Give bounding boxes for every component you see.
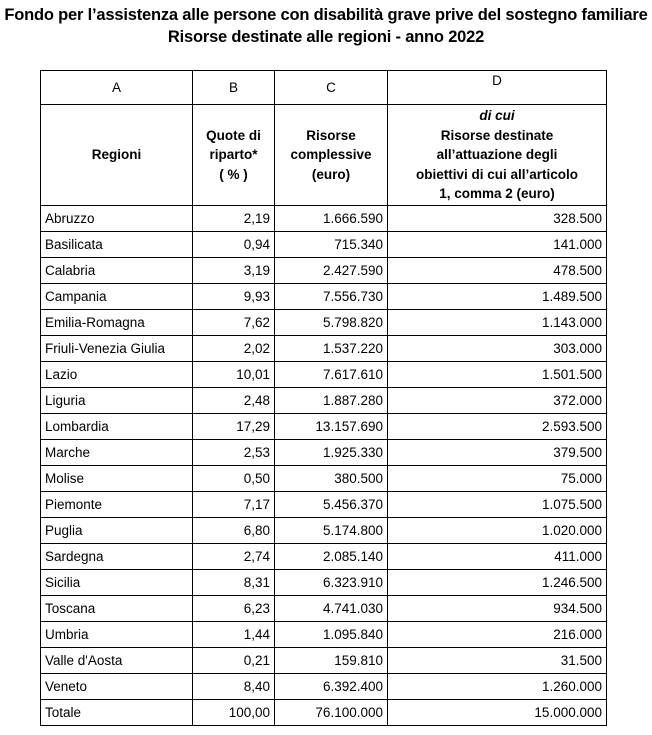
cell-risorse: 1.537.220	[275, 336, 388, 362]
cell-di-cui: 75.000	[388, 466, 607, 492]
cell-risorse: 1.887.280	[275, 388, 388, 414]
cell-quota: 8,31	[193, 570, 275, 596]
cell-region: Piemonte	[41, 492, 193, 518]
column-letter-c: C	[275, 71, 388, 105]
table-row	[41, 232, 607, 258]
cell-region: Sicilia	[41, 570, 193, 596]
cell-risorse: 6.323.910	[275, 570, 388, 596]
header-di-cui-line: Risorse destinate	[440, 127, 554, 143]
cell-quota: 8,40	[193, 674, 275, 700]
header-risorse-complessive	[275, 105, 388, 206]
cell-region: Basilicata	[41, 232, 193, 258]
document-title	[0, 4, 652, 48]
table-row	[41, 362, 607, 388]
cell-risorse: 5.798.820	[275, 310, 388, 336]
cell-risorse: 13.157.690	[275, 414, 388, 440]
cell-risorse: 1.095.840	[275, 622, 388, 648]
cell-region: Marche	[41, 440, 193, 466]
cell-region: Abruzzo	[41, 206, 193, 232]
cell-di-cui: 328.500	[388, 206, 607, 232]
cell-region: Liguria	[41, 388, 193, 414]
cell-quota: 6,80	[193, 518, 275, 544]
title-line-2: Risorse destinate alle regioni - anno 2022	[167, 28, 485, 46]
header-di-cui-line: obiettivi di cui all’articolo	[415, 166, 579, 182]
cell-region: Valle d'Aosta	[41, 648, 193, 674]
cell-di-cui: 1.501.500	[388, 362, 607, 388]
column-headers-row	[41, 105, 607, 206]
cell-quota: 7,62	[193, 310, 275, 336]
cell-quota: 100,00	[193, 700, 275, 726]
cell-risorse: 6.392.400	[275, 674, 388, 700]
cell-di-cui: 1.260.000	[388, 674, 607, 700]
table-row	[41, 622, 607, 648]
cell-region: Sardegna	[41, 544, 193, 570]
cell-di-cui: 379.500	[388, 440, 607, 466]
header-di-cui-italic: di cui	[479, 108, 515, 124]
table-row	[41, 414, 607, 440]
cell-region: Lombardia	[41, 414, 193, 440]
cell-risorse: 7.617.610	[275, 362, 388, 388]
cell-di-cui: 216.000	[388, 622, 607, 648]
cell-region: Molise	[41, 466, 193, 492]
cell-risorse: 76.100.000	[275, 700, 388, 726]
cell-risorse: 2.085.140	[275, 544, 388, 570]
cell-quota: 6,23	[193, 596, 275, 622]
cell-quota: 17,29	[193, 414, 275, 440]
cell-region: Friuli-Venezia Giulia	[41, 336, 193, 362]
cell-quota: 7,17	[193, 492, 275, 518]
table-row	[41, 440, 607, 466]
header-di-cui-line: all’attuazione degli	[436, 147, 558, 163]
cell-region: Totale	[41, 700, 193, 726]
cell-quota: 2,48	[193, 388, 275, 414]
cell-quota: 0,21	[193, 648, 275, 674]
column-letters-row	[41, 71, 607, 105]
table-row	[41, 206, 607, 232]
header-risorse-line: (euro)	[311, 166, 351, 182]
cell-quota: 9,93	[193, 284, 275, 310]
cell-di-cui: 1.143.000	[388, 310, 607, 336]
cell-di-cui: 15.000.000	[388, 700, 607, 726]
header-quote-line: Quote di	[206, 127, 261, 143]
column-letter-a: A	[41, 71, 193, 105]
cell-quota: 2,53	[193, 440, 275, 466]
cell-di-cui: 411.000	[388, 544, 607, 570]
cell-region: Toscana	[41, 596, 193, 622]
header-quote	[193, 105, 275, 206]
cell-di-cui: 141.000	[388, 232, 607, 258]
cell-quota: 1,44	[193, 622, 275, 648]
cell-di-cui: 31.500	[388, 648, 607, 674]
header-di-cui-line: 1, comma 2 (euro)	[439, 186, 555, 202]
table-row	[41, 466, 607, 492]
header-risorse-line: Risorse	[306, 127, 356, 143]
column-letter-b: B	[193, 71, 275, 105]
cell-quota: 2,19	[193, 206, 275, 232]
table-row	[41, 258, 607, 284]
table-row	[41, 648, 607, 674]
cell-quota: 2,02	[193, 336, 275, 362]
allocation-table	[40, 70, 607, 726]
table-row	[41, 492, 607, 518]
table-row	[41, 336, 607, 362]
cell-risorse: 715.340	[275, 232, 388, 258]
cell-di-cui: 372.000	[388, 388, 607, 414]
header-quote-line: riparto*	[209, 147, 258, 163]
cell-di-cui: 303.000	[388, 336, 607, 362]
cell-di-cui: 1.020.000	[388, 518, 607, 544]
column-letter-d: D	[388, 71, 607, 105]
cell-risorse: 4.741.030	[275, 596, 388, 622]
cell-di-cui: 1.075.500	[388, 492, 607, 518]
header-regioni-text: Regioni	[91, 147, 142, 163]
cell-risorse: 159.810	[275, 648, 388, 674]
cell-risorse: 1.666.590	[275, 206, 388, 232]
table-row	[41, 596, 607, 622]
cell-region: Umbria	[41, 622, 193, 648]
cell-risorse: 5.456.370	[275, 492, 388, 518]
cell-risorse: 7.556.730	[275, 284, 388, 310]
total-row	[41, 700, 607, 726]
table-row	[41, 518, 607, 544]
cell-region: Calabria	[41, 258, 193, 284]
cell-quota: 2,74	[193, 544, 275, 570]
table-row	[41, 544, 607, 570]
cell-region: Lazio	[41, 362, 193, 388]
table-row	[41, 674, 607, 700]
cell-di-cui: 1.246.500	[388, 570, 607, 596]
cell-di-cui: 478.500	[388, 258, 607, 284]
cell-di-cui: 2.593.500	[388, 414, 607, 440]
cell-di-cui: 934.500	[388, 596, 607, 622]
table-row	[41, 310, 607, 336]
cell-quota: 0,50	[193, 466, 275, 492]
cell-risorse: 380.500	[275, 466, 388, 492]
title-line-1: Fondo per l’assistenza alle persone con disabilità grave prive del sostegno familiare	[4, 6, 648, 24]
cell-risorse: 5.174.800	[275, 518, 388, 544]
header-risorse-line: complessive	[290, 147, 372, 163]
header-di-cui	[388, 105, 607, 206]
cell-quota: 0,94	[193, 232, 275, 258]
cell-risorse: 1.925.330	[275, 440, 388, 466]
cell-di-cui: 1.489.500	[388, 284, 607, 310]
header-regioni	[41, 105, 193, 206]
cell-region: Veneto	[41, 674, 193, 700]
cell-region: Campania	[41, 284, 193, 310]
cell-region: Emilia-Romagna	[41, 310, 193, 336]
table-row	[41, 570, 607, 596]
cell-quota: 3,19	[193, 258, 275, 284]
cell-risorse: 2.427.590	[275, 258, 388, 284]
cell-region: Puglia	[41, 518, 193, 544]
table-row	[41, 388, 607, 414]
table-row	[41, 284, 607, 310]
cell-quota: 10,01	[193, 362, 275, 388]
header-quote-line: ( % )	[219, 166, 248, 182]
table-body	[41, 206, 607, 726]
